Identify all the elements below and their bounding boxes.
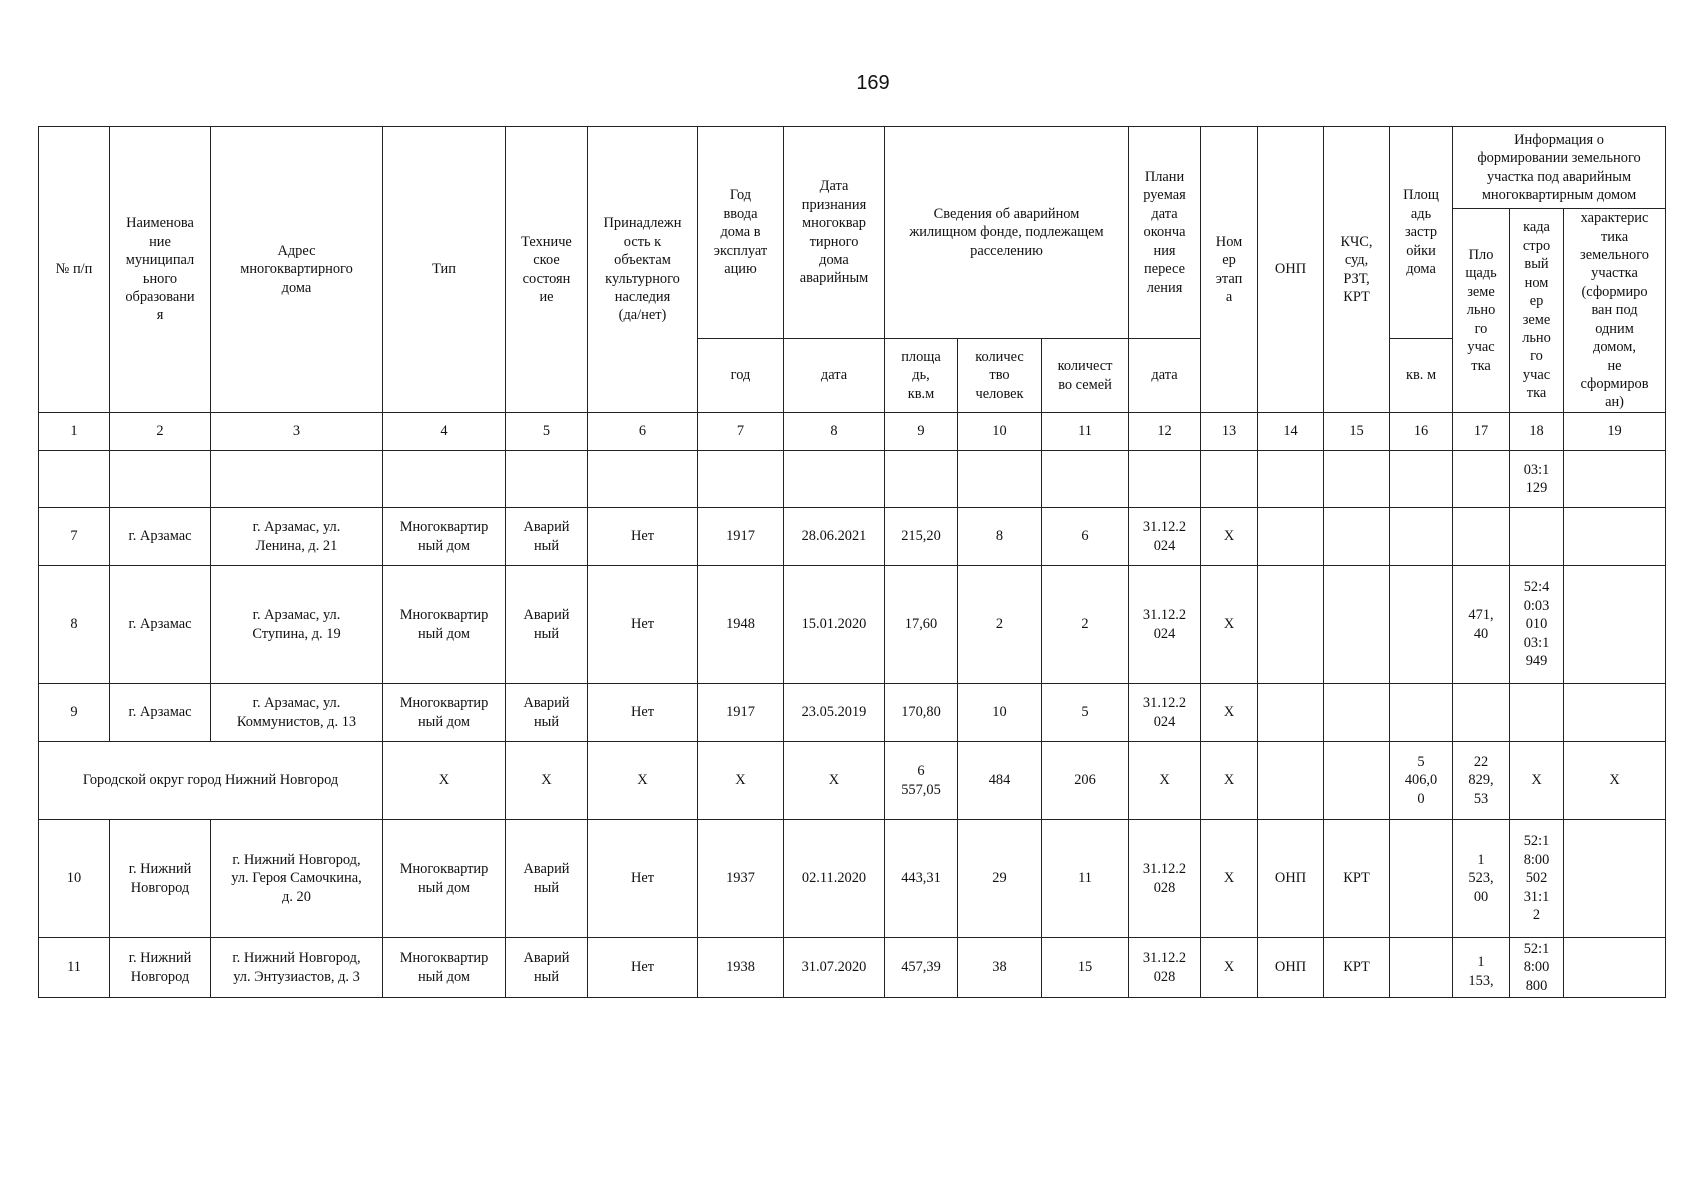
area: 17,60 xyxy=(885,566,958,684)
kchs xyxy=(1324,684,1390,742)
header-cell: количес тво человек xyxy=(958,339,1042,413)
table-cell xyxy=(1453,451,1510,508)
column-number: 10 xyxy=(958,413,1042,451)
area: 170,80 xyxy=(885,684,958,742)
table-cell xyxy=(958,451,1042,508)
header-cell: Год ввода дома в эксплуат ацию xyxy=(698,127,784,339)
people-count: 38 xyxy=(958,938,1042,998)
onp: ОНП xyxy=(1258,938,1324,998)
people-count: 8 xyxy=(958,508,1042,566)
stage: Х xyxy=(1201,508,1258,566)
column-number-row xyxy=(39,413,1666,451)
subtotal-cell: Х xyxy=(1201,742,1258,820)
table-cell xyxy=(1390,451,1453,508)
column-number: 18 xyxy=(1510,413,1564,451)
column-number: 8 xyxy=(784,413,885,451)
house-type: Многоквартир ный дом xyxy=(383,684,506,742)
table-row xyxy=(39,508,1666,566)
family-count: 6 xyxy=(1042,508,1129,566)
land-characteristic xyxy=(1564,566,1666,684)
subtotal-cell xyxy=(1258,742,1324,820)
header-cell: Принадлежн ость к объектам культурного наследия (да/нет) xyxy=(588,127,698,413)
table-cell xyxy=(1324,451,1390,508)
heritage: Нет xyxy=(588,566,698,684)
header-cell: Плани руемая дата оконча ния пересе ления xyxy=(1129,127,1201,339)
onp xyxy=(1258,508,1324,566)
build-area xyxy=(1390,938,1453,998)
subtotal-label: Городской округ город Нижний Новгород xyxy=(39,742,383,820)
header-cell: Техниче ское состоян ие xyxy=(506,127,588,413)
table-cell xyxy=(1201,451,1258,508)
table-cell xyxy=(383,451,506,508)
family-count: 15 xyxy=(1042,938,1129,998)
heritage: Нет xyxy=(588,938,698,998)
tech-state: Аварий ный xyxy=(506,820,588,938)
header-cell: характерис тика земельного участка (сформиро ван под одним домом, не сформиров ан) xyxy=(1564,209,1666,413)
address: г. Арзамас, ул. Коммунистов, д. 13 xyxy=(211,684,383,742)
tech-state: Аварий ный xyxy=(506,938,588,998)
house-type: Многоквартир ный дом xyxy=(383,566,506,684)
heritage: Нет xyxy=(588,684,698,742)
header-cell: када стро вый ном ер земе льно го учас тка xyxy=(1510,209,1564,413)
year: 1917 xyxy=(698,508,784,566)
address: г. Нижний Новгород, ул. Героя Самочкина, д. 20 xyxy=(211,820,383,938)
cadastral-number: 03:1 129 xyxy=(1510,451,1564,508)
header-cell: Площ адь застр ойки дома xyxy=(1390,127,1453,339)
header-cell: площа дь, кв.м xyxy=(885,339,958,413)
cadastral-number xyxy=(1510,684,1564,742)
land-characteristic xyxy=(1564,684,1666,742)
cadastral-number: 52:1 8:00 800 xyxy=(1510,938,1564,998)
house-type: Многоквартир ный дом xyxy=(383,820,506,938)
subtotal-cell: Х xyxy=(784,742,885,820)
resettlement-end-date: 31.12.2 024 xyxy=(1129,684,1201,742)
subtotal-cell: Х xyxy=(1510,742,1564,820)
table-cell xyxy=(588,451,698,508)
kchs: КРТ xyxy=(1324,820,1390,938)
people-count: 29 xyxy=(958,820,1042,938)
subtotal-cell: Х xyxy=(698,742,784,820)
table-cell xyxy=(1042,451,1129,508)
stage: Х xyxy=(1201,820,1258,938)
subtotal-area: 6 557,05 xyxy=(885,742,958,820)
house-type: Многоквартир ный дом xyxy=(383,938,506,998)
table-cell xyxy=(698,451,784,508)
header-cell: Информация о формировании земельного участка под аварийным многоквартирным домом xyxy=(1453,127,1666,209)
header-cell: Ном ер этап а xyxy=(1201,127,1258,413)
stage: Х xyxy=(1201,938,1258,998)
header-row-top xyxy=(39,127,1666,209)
subtotal-build-area: 5 406,0 0 xyxy=(1390,742,1453,820)
row-number: 8 xyxy=(39,566,110,684)
table-cell xyxy=(211,451,383,508)
column-number: 15 xyxy=(1324,413,1390,451)
stage: Х xyxy=(1201,684,1258,742)
column-number: 7 xyxy=(698,413,784,451)
row-number: 10 xyxy=(39,820,110,938)
row-number: 9 xyxy=(39,684,110,742)
cadastral-number: 52:1 8:00 502 31:1 2 xyxy=(1510,820,1564,938)
onp: ОНП xyxy=(1258,820,1324,938)
table-row xyxy=(39,684,1666,742)
recognition-date: 23.05.2019 xyxy=(784,684,885,742)
land-area xyxy=(1453,684,1510,742)
header-cell: Тип xyxy=(383,127,506,413)
land-characteristic xyxy=(1564,508,1666,566)
subtotal-land-area: 22 829, 53 xyxy=(1453,742,1510,820)
column-number: 13 xyxy=(1201,413,1258,451)
subtotal-cell: Х xyxy=(506,742,588,820)
subtotal-cell xyxy=(1324,742,1390,820)
resettlement-end-date: 31.12.2 028 xyxy=(1129,820,1201,938)
table-row xyxy=(39,938,1666,998)
municipality: г. Нижний Новгород xyxy=(110,938,211,998)
heritage: Нет xyxy=(588,820,698,938)
people-count: 2 xyxy=(958,566,1042,684)
header-cell: год xyxy=(698,339,784,413)
heritage: Нет xyxy=(588,508,698,566)
column-number: 17 xyxy=(1453,413,1510,451)
year: 1917 xyxy=(698,684,784,742)
header-cell: количест во семей xyxy=(1042,339,1129,413)
header-cell: Дата признания многоквар тирного дома аварийным xyxy=(784,127,885,339)
column-number: 11 xyxy=(1042,413,1129,451)
header-cell: Сведения об аварийном жилищном фонде, подлежащем расселению xyxy=(885,127,1129,339)
resettlement-end-date: 31.12.2 024 xyxy=(1129,566,1201,684)
house-type: Многоквартир ный дом xyxy=(383,508,506,566)
table-cell xyxy=(110,451,211,508)
kchs xyxy=(1324,566,1390,684)
year: 1938 xyxy=(698,938,784,998)
page-number: 169 xyxy=(856,72,890,94)
header-cell: КЧС, суд, РЗТ, КРТ xyxy=(1324,127,1390,413)
municipality: г. Арзамас xyxy=(110,566,211,684)
column-number: 2 xyxy=(110,413,211,451)
cadastral-number xyxy=(1510,508,1564,566)
header-cell: № п/п xyxy=(39,127,110,413)
resettlement-end-date: 31.12.2 024 xyxy=(1129,508,1201,566)
header-cell: Адрес многоквартирного дома xyxy=(211,127,383,413)
header-cell: дата xyxy=(1129,339,1201,413)
subtotal-cell: Х xyxy=(1564,742,1666,820)
table-cell xyxy=(39,451,110,508)
family-count: 2 xyxy=(1042,566,1129,684)
header-cell: Наименова ние муниципал ьного образовани я xyxy=(110,127,211,413)
land-area: 471, 40 xyxy=(1453,566,1510,684)
recognition-date: 31.07.2020 xyxy=(784,938,885,998)
stage: Х xyxy=(1201,566,1258,684)
address: г. Арзамас, ул. Ступина, д. 19 xyxy=(211,566,383,684)
land-characteristic xyxy=(1564,820,1666,938)
land-area: 1 523, 00 xyxy=(1453,820,1510,938)
subtotal-cell: Х xyxy=(1129,742,1201,820)
subtotal-families: 206 xyxy=(1042,742,1129,820)
family-count: 11 xyxy=(1042,820,1129,938)
cadastral-number: 52:4 0:03 010 03:1 949 xyxy=(1510,566,1564,684)
area: 215,20 xyxy=(885,508,958,566)
area: 457,39 xyxy=(885,938,958,998)
land-characteristic xyxy=(1564,938,1666,998)
table-cell xyxy=(1129,451,1201,508)
people-count: 10 xyxy=(958,684,1042,742)
column-number: 5 xyxy=(506,413,588,451)
column-number: 16 xyxy=(1390,413,1453,451)
column-number: 12 xyxy=(1129,413,1201,451)
table-row xyxy=(39,566,1666,684)
table-cell xyxy=(1258,451,1324,508)
family-count: 5 xyxy=(1042,684,1129,742)
kchs xyxy=(1324,508,1390,566)
address: г. Арзамас, ул. Ленина, д. 21 xyxy=(211,508,383,566)
land-area: 1 153, xyxy=(1453,938,1510,998)
row-number: 7 xyxy=(39,508,110,566)
land-area xyxy=(1453,508,1510,566)
row-number: 11 xyxy=(39,938,110,998)
build-area xyxy=(1390,508,1453,566)
address: г. Нижний Новгород, ул. Энтузиастов, д. 3 xyxy=(211,938,383,998)
recognition-date: 28.06.2021 xyxy=(784,508,885,566)
table-cell xyxy=(885,451,958,508)
area: 443,31 xyxy=(885,820,958,938)
column-number: 6 xyxy=(588,413,698,451)
subtotal-cell: Х xyxy=(383,742,506,820)
municipality: г. Арзамас xyxy=(110,684,211,742)
header-cell: Пло щадь земе льно го учас тка xyxy=(1453,209,1510,413)
header-cell: кв. м xyxy=(1390,339,1453,413)
table-cell xyxy=(1564,451,1666,508)
year: 1948 xyxy=(698,566,784,684)
subtotal-people: 484 xyxy=(958,742,1042,820)
municipality: г. Арзамас xyxy=(110,508,211,566)
onp xyxy=(1258,566,1324,684)
table-row-continuation xyxy=(39,451,1666,508)
recognition-date: 15.01.2020 xyxy=(784,566,885,684)
table-row xyxy=(39,820,1666,938)
column-number: 3 xyxy=(211,413,383,451)
year: 1937 xyxy=(698,820,784,938)
table-cell xyxy=(506,451,588,508)
tech-state: Аварий ный xyxy=(506,566,588,684)
build-area xyxy=(1390,566,1453,684)
recognition-date: 02.11.2020 xyxy=(784,820,885,938)
build-area xyxy=(1390,820,1453,938)
subtotal-cell: Х xyxy=(588,742,698,820)
column-number: 4 xyxy=(383,413,506,451)
header-cell: дата xyxy=(784,339,885,413)
tech-state: Аварий ный xyxy=(506,508,588,566)
kchs: КРТ xyxy=(1324,938,1390,998)
municipality: г. Нижний Новгород xyxy=(110,820,211,938)
resettlement-end-date: 31.12.2 028 xyxy=(1129,938,1201,998)
column-number: 1 xyxy=(39,413,110,451)
tech-state: Аварий ный xyxy=(506,684,588,742)
table-cell xyxy=(784,451,885,508)
subtotal-row xyxy=(39,742,1666,820)
column-number: 14 xyxy=(1258,413,1324,451)
column-number: 9 xyxy=(885,413,958,451)
onp xyxy=(1258,684,1324,742)
build-area xyxy=(1390,684,1453,742)
column-number: 19 xyxy=(1564,413,1666,451)
emergency-housing-table xyxy=(38,126,1666,998)
header-cell: ОНП xyxy=(1258,127,1324,413)
